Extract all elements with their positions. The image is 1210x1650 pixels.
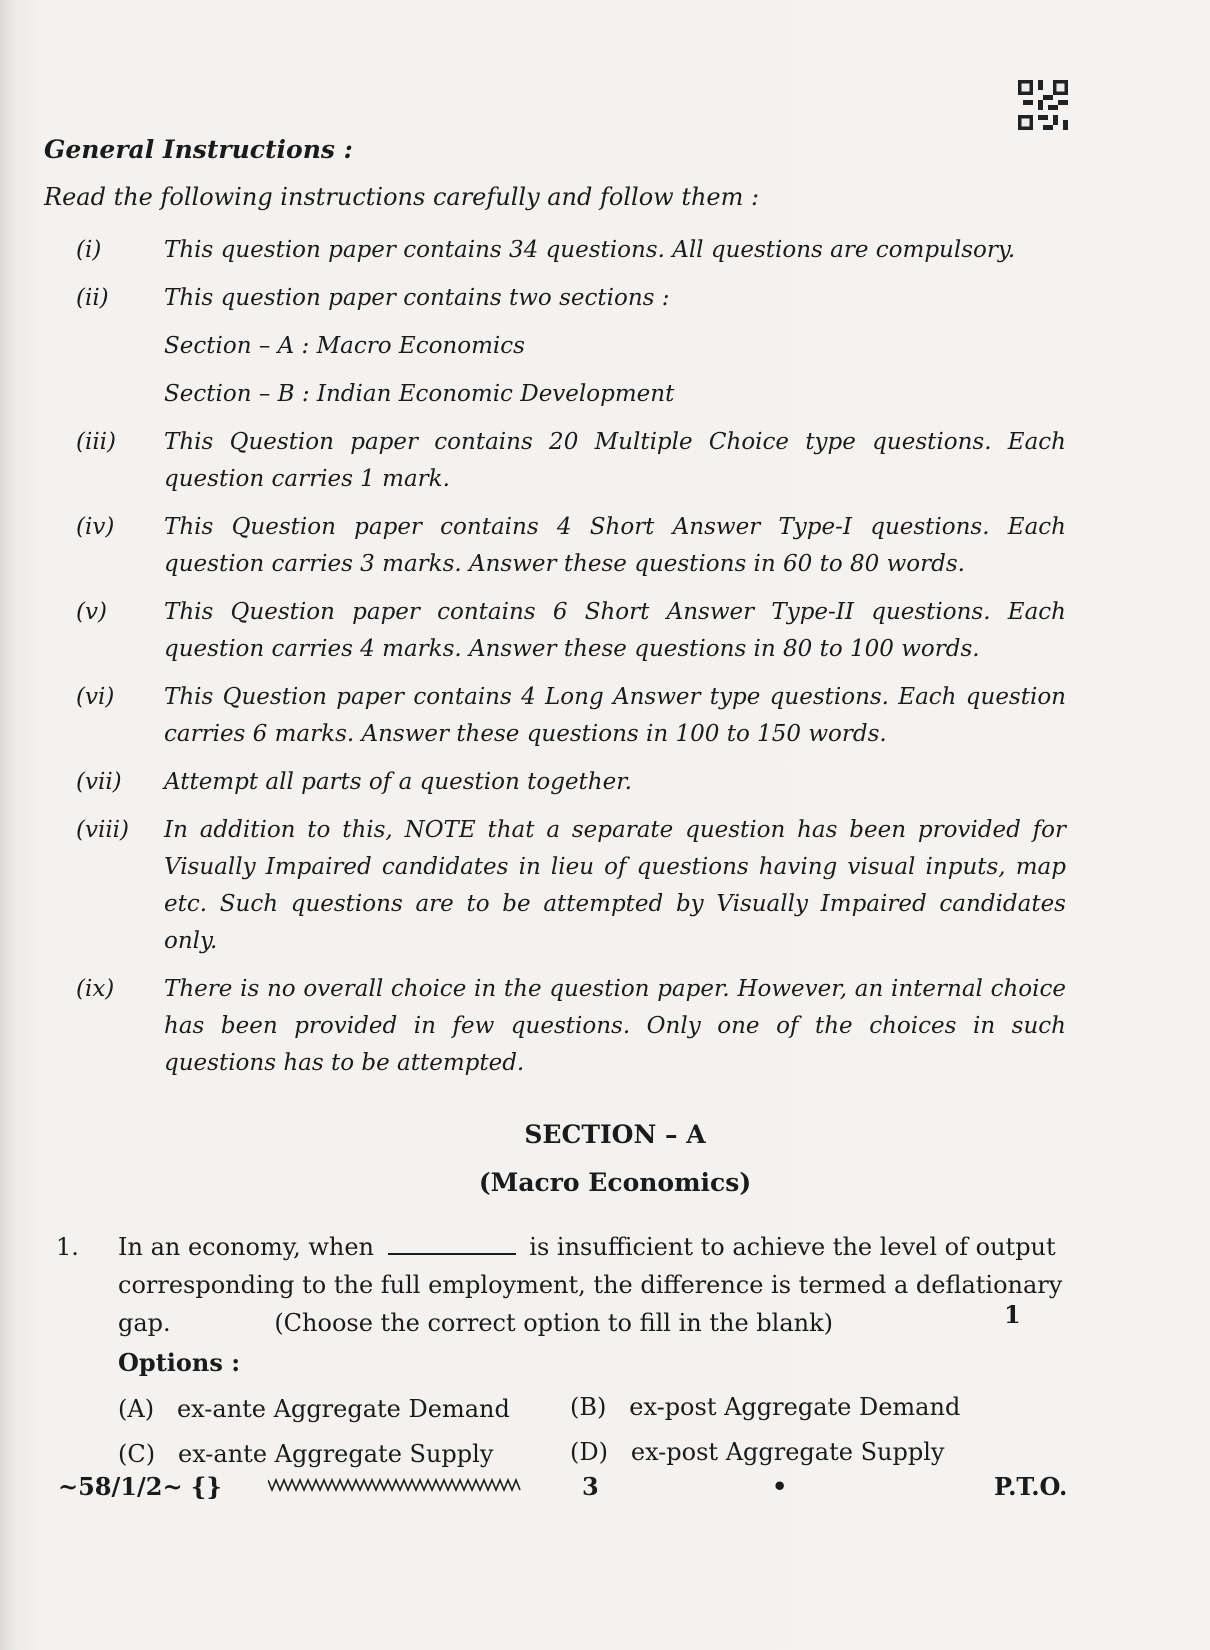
question-body — [118, 1228, 1078, 1342]
instruction-item — [76, 764, 1066, 801]
option-label: (C) — [118, 1440, 156, 1468]
instruction-number: (viii) — [76, 817, 130, 843]
instruction-number: (vi) — [76, 684, 115, 710]
general-instructions-heading: General Instructions : — [44, 135, 353, 164]
option-d — [570, 1438, 944, 1466]
footer-bullet: • — [772, 1472, 788, 1501]
option-text: ex-ante Aggregate Supply — [177, 1440, 494, 1468]
instruction-text: Attempt all parts of a question together. — [164, 769, 632, 795]
instruction-number: (i) — [76, 237, 102, 263]
instructions-list — [76, 232, 1066, 1093]
instruction-text: This Question paper contains 4 Short Answer Type-I questions. Each question carries 3 marks. Answer these questions in 60 to 80 words. — [164, 514, 1066, 577]
option-a — [118, 1395, 510, 1423]
question-note: (Choose the correct option to fill in the blank) — [274, 1309, 834, 1337]
options-heading: Options : — [118, 1348, 241, 1377]
instruction-number: (ix) — [76, 976, 115, 1002]
instruction-item — [76, 509, 1066, 583]
option-label: (B) — [570, 1393, 607, 1421]
instruction-text: In addition to this, NOTE that a separate question has been provided for Visually Impaired candidates in lieu of questions having visual inputs, map etc. Such questions are to be attempted by Visually Impaired candidates only. — [164, 817, 1066, 954]
instruction-number: (ii) — [76, 285, 109, 311]
section-title: SECTION – A — [524, 1120, 706, 1149]
page-number: 3 — [582, 1472, 599, 1501]
instruction-text: This Question paper contains 20 Multiple Choice type questions. Each question carries 1 mark. — [164, 429, 1066, 492]
instruction-number: (vii) — [76, 769, 122, 795]
option-text: ex-post Aggregate Demand — [629, 1393, 961, 1421]
option-label: (A) — [118, 1395, 155, 1423]
question-marks: 1 — [1004, 1300, 1021, 1329]
option-label: (D) — [570, 1438, 608, 1466]
option-text: ex-post Aggregate Supply — [630, 1438, 945, 1466]
instruction-item — [76, 971, 1066, 1082]
instruction-text: This question paper contains two sections : — [164, 285, 670, 311]
section-a-line: Section – A : Macro Economics — [164, 333, 525, 359]
instruction-text: This question paper contains 34 questions. All questions are compulsory. — [164, 237, 1016, 263]
section-b-line: Section – B : Indian Economic Development — [164, 381, 675, 407]
instruction-item — [76, 594, 1066, 668]
instruction-item — [76, 280, 1066, 317]
instruction-item — [76, 424, 1066, 498]
pto-label: P.T.O. — [994, 1472, 1068, 1501]
instruction-text: This Question paper contains 6 Short Answer Type-II questions. Each question carries 4 marks. Answer these questions in 80 to 100 words. — [164, 599, 1066, 662]
option-c — [118, 1440, 493, 1468]
paper-code: ~58/1/2~ {} — [58, 1472, 222, 1501]
question-number: 1. — [56, 1233, 79, 1261]
instruction-item — [76, 812, 1066, 960]
instruction-item — [76, 232, 1066, 269]
option-b — [570, 1393, 960, 1421]
qr-code-icon — [1018, 80, 1068, 130]
option-text: ex-ante Aggregate Demand — [176, 1395, 510, 1423]
instruction-item — [76, 679, 1066, 753]
instruction-number: (iii) — [76, 429, 117, 455]
question-text-after-blank: is insufficient to achieve the level of output corresponding to the full employment, the difference is termed a deflationary gap. — [118, 1233, 1063, 1337]
security-wave-pattern — [268, 1474, 524, 1494]
instruction-number: (iv) — [76, 514, 115, 540]
instruction-text: This Question paper contains 4 Long Answer type questions. Each question carries 6 marks. Answer these questions in 100 to 150 words. — [164, 684, 1066, 747]
instruction-number: (v) — [76, 599, 107, 625]
section-subtitle: (Macro Economics) — [478, 1168, 752, 1197]
fill-in-blank — [388, 1233, 516, 1255]
question-text-before-blank: In an economy, when — [118, 1233, 375, 1261]
read-instructions-line: Read the following instructions carefully and follow them : — [44, 183, 760, 211]
instruction-text: There is no overall choice in the question paper. However, an internal choice has been provided in few questions. Only one of the choices in such questions has to be attempted. — [164, 976, 1066, 1076]
